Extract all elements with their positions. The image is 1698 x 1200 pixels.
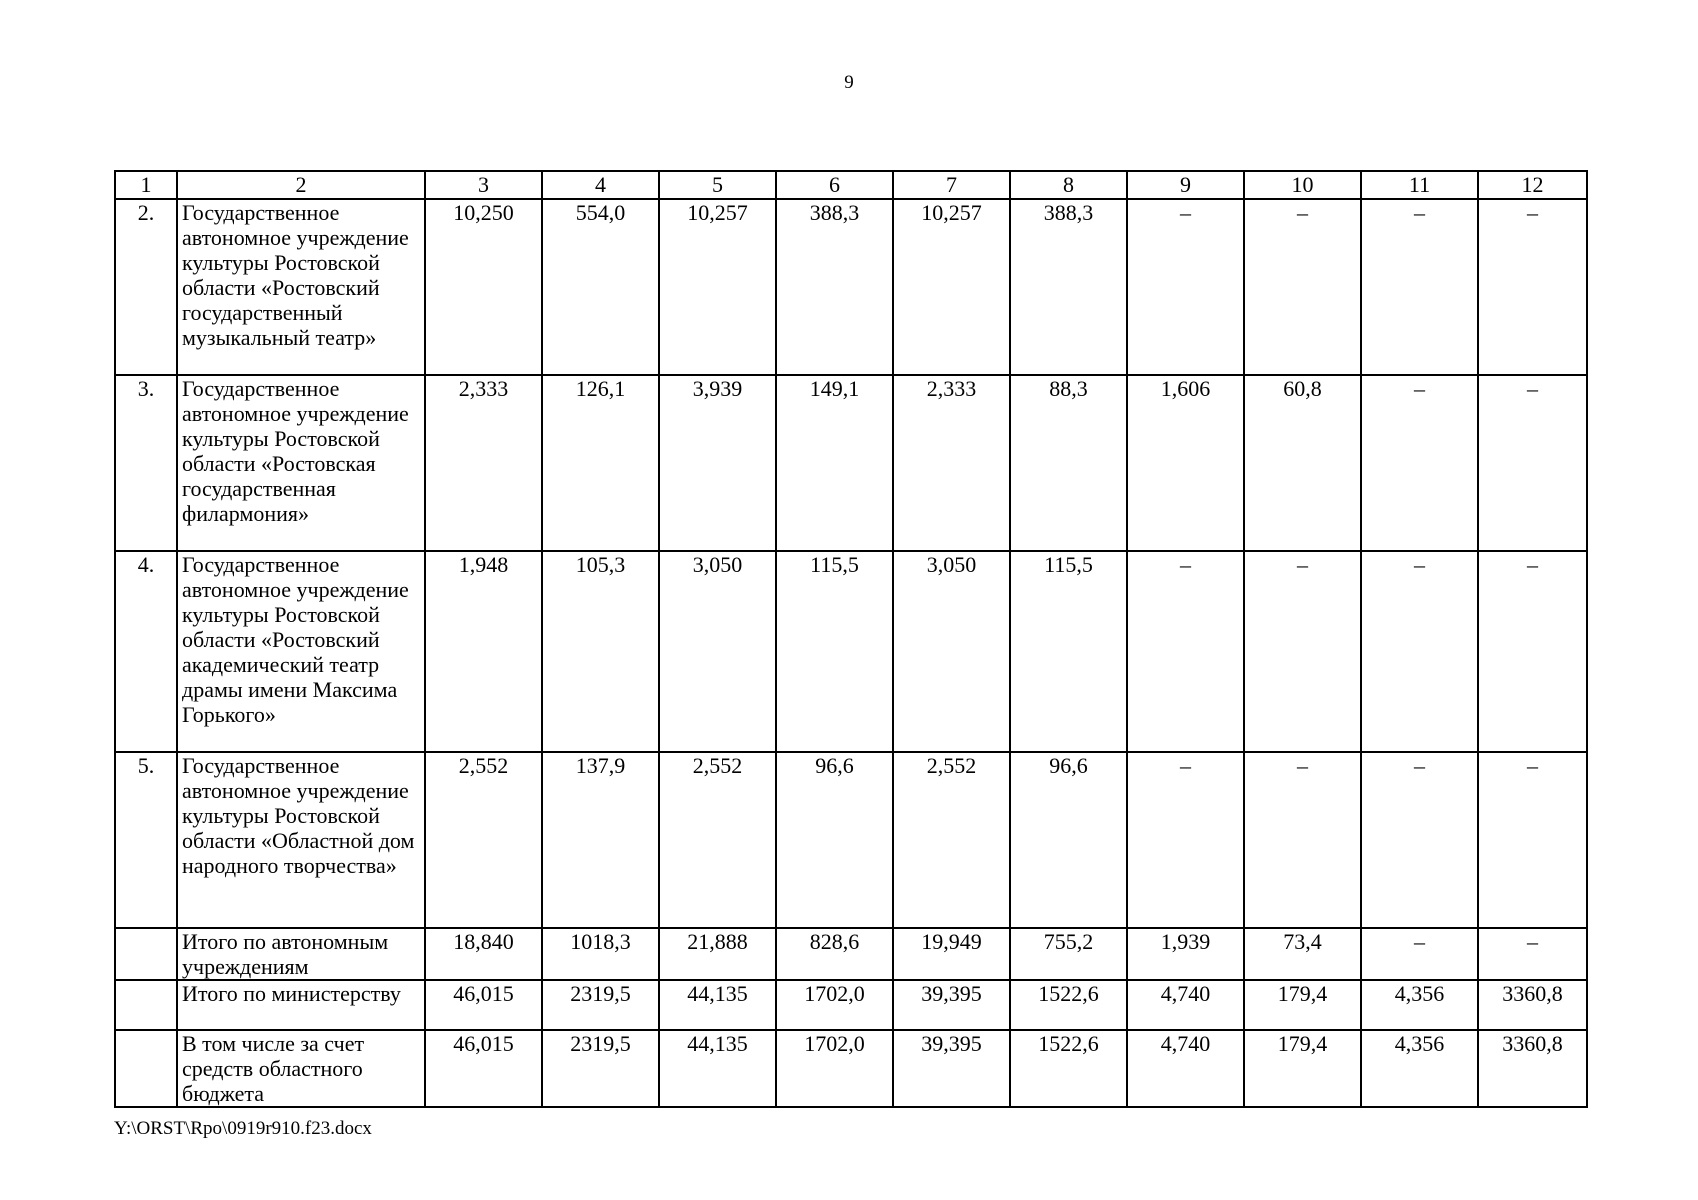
value-cell: 4,740 [1127, 1030, 1244, 1107]
value-cell: 3,939 [659, 375, 776, 551]
value-cell: 115,5 [776, 551, 893, 752]
value-cell: 1,939 [1127, 928, 1244, 980]
value-cell: 115,5 [1010, 551, 1127, 752]
value-cell: 2,333 [893, 375, 1010, 551]
value-cell: 137,9 [542, 752, 659, 928]
value-cell: 388,3 [1010, 199, 1127, 375]
table-row [115, 199, 1587, 375]
value-cell: 2,552 [893, 752, 1010, 928]
row-number: 2. [115, 199, 177, 375]
value-cell: – [1361, 752, 1478, 928]
footer-file-path: Y:\ORST\Rpo\0919r910.f23.docx [114, 1118, 372, 1139]
column-header: 6 [776, 171, 893, 199]
value-cell: 10,257 [659, 199, 776, 375]
value-cell: – [1244, 551, 1361, 752]
table-row [115, 375, 1587, 551]
table-row [115, 1030, 1587, 1107]
value-cell: 60,8 [1244, 375, 1361, 551]
value-cell: 46,015 [425, 980, 542, 1030]
column-header: 5 [659, 171, 776, 199]
value-cell: 4,740 [1127, 980, 1244, 1030]
value-cell: 96,6 [776, 752, 893, 928]
value-cell: 126,1 [542, 375, 659, 551]
value-cell: 1702,0 [776, 1030, 893, 1107]
value-cell: 4,356 [1361, 1030, 1478, 1107]
value-cell: 39,395 [893, 980, 1010, 1030]
value-cell: 388,3 [776, 199, 893, 375]
column-header: 1 [115, 171, 177, 199]
value-cell: 828,6 [776, 928, 893, 980]
institution-name: В том числе за счет средств областного бюджета [177, 1030, 425, 1107]
value-cell: 1018,3 [542, 928, 659, 980]
column-header: 8 [1010, 171, 1127, 199]
column-header: 7 [893, 171, 1010, 199]
value-cell: 44,135 [659, 1030, 776, 1107]
column-header: 4 [542, 171, 659, 199]
value-cell: 3,050 [659, 551, 776, 752]
value-cell: – [1127, 752, 1244, 928]
value-cell: – [1361, 199, 1478, 375]
table-row [115, 551, 1587, 752]
value-cell: 10,250 [425, 199, 542, 375]
page-number: 9 [844, 72, 854, 93]
value-cell: – [1478, 928, 1587, 980]
value-cell: – [1478, 551, 1587, 752]
value-cell: – [1127, 199, 1244, 375]
value-cell: 10,257 [893, 199, 1010, 375]
value-cell: 2,552 [425, 752, 542, 928]
row-number: 3. [115, 375, 177, 551]
value-cell: 554,0 [542, 199, 659, 375]
value-cell: 4,356 [1361, 980, 1478, 1030]
institution-name: Итого по министерству [177, 980, 425, 1030]
value-cell: 1522,6 [1010, 1030, 1127, 1107]
column-header: 3 [425, 171, 542, 199]
institution-name: Государственное автономное учреждение культуры Ростовской области «Ростовская государственная филармония» [177, 375, 425, 551]
value-cell: – [1361, 928, 1478, 980]
value-cell: 96,6 [1010, 752, 1127, 928]
value-cell: 2319,5 [542, 1030, 659, 1107]
value-cell: 105,3 [542, 551, 659, 752]
value-cell: – [1361, 375, 1478, 551]
table-row [115, 928, 1587, 980]
value-cell: 46,015 [425, 1030, 542, 1107]
value-cell: 44,135 [659, 980, 776, 1030]
table-row [115, 752, 1587, 928]
value-cell: – [1361, 551, 1478, 752]
value-cell: 3360,8 [1478, 1030, 1587, 1107]
value-cell: 88,3 [1010, 375, 1127, 551]
column-header: 12 [1478, 171, 1587, 199]
table-row [115, 980, 1587, 1030]
column-header: 2 [177, 171, 425, 199]
column-header: 11 [1361, 171, 1478, 199]
value-cell: – [1127, 551, 1244, 752]
value-cell: – [1244, 199, 1361, 375]
value-cell: 2319,5 [542, 980, 659, 1030]
value-cell: – [1478, 752, 1587, 928]
value-cell: 19,949 [893, 928, 1010, 980]
value-cell: 179,4 [1244, 1030, 1361, 1107]
value-cell: 179,4 [1244, 980, 1361, 1030]
value-cell: 2,552 [659, 752, 776, 928]
row-number: 4. [115, 551, 177, 752]
value-cell: – [1478, 375, 1587, 551]
value-cell: 73,4 [1244, 928, 1361, 980]
value-cell: 149,1 [776, 375, 893, 551]
row-number [115, 928, 177, 980]
institution-name: Итого по автономным учреждениям [177, 928, 425, 980]
column-header: 10 [1244, 171, 1361, 199]
institution-name: Государственное автономное учреждение культуры Ростовской области «Ростовский государственный музыкальный театр» [177, 199, 425, 375]
value-cell: 1,948 [425, 551, 542, 752]
value-cell: 3360,8 [1478, 980, 1587, 1030]
value-cell: 2,333 [425, 375, 542, 551]
value-cell: 755,2 [1010, 928, 1127, 980]
value-cell: 18,840 [425, 928, 542, 980]
value-cell: 21,888 [659, 928, 776, 980]
value-cell: 39,395 [893, 1030, 1010, 1107]
institution-name: Государственное автономное учреждение культуры Ростовской области «Областной дом народного творчества» [177, 752, 425, 928]
budget-table [114, 170, 1588, 1108]
row-number: 5. [115, 752, 177, 928]
value-cell: 1702,0 [776, 980, 893, 1030]
header-row [115, 171, 1587, 199]
value-cell: 3,050 [893, 551, 1010, 752]
value-cell: 1,606 [1127, 375, 1244, 551]
institution-name: Государственное автономное учреждение культуры Ростовской области «Ростовский академический театр драмы имени Максима Горького» [177, 551, 425, 752]
value-cell: – [1478, 199, 1587, 375]
row-number [115, 1030, 177, 1107]
column-header: 9 [1127, 171, 1244, 199]
row-number [115, 980, 177, 1030]
value-cell: – [1244, 752, 1361, 928]
value-cell: 1522,6 [1010, 980, 1127, 1030]
